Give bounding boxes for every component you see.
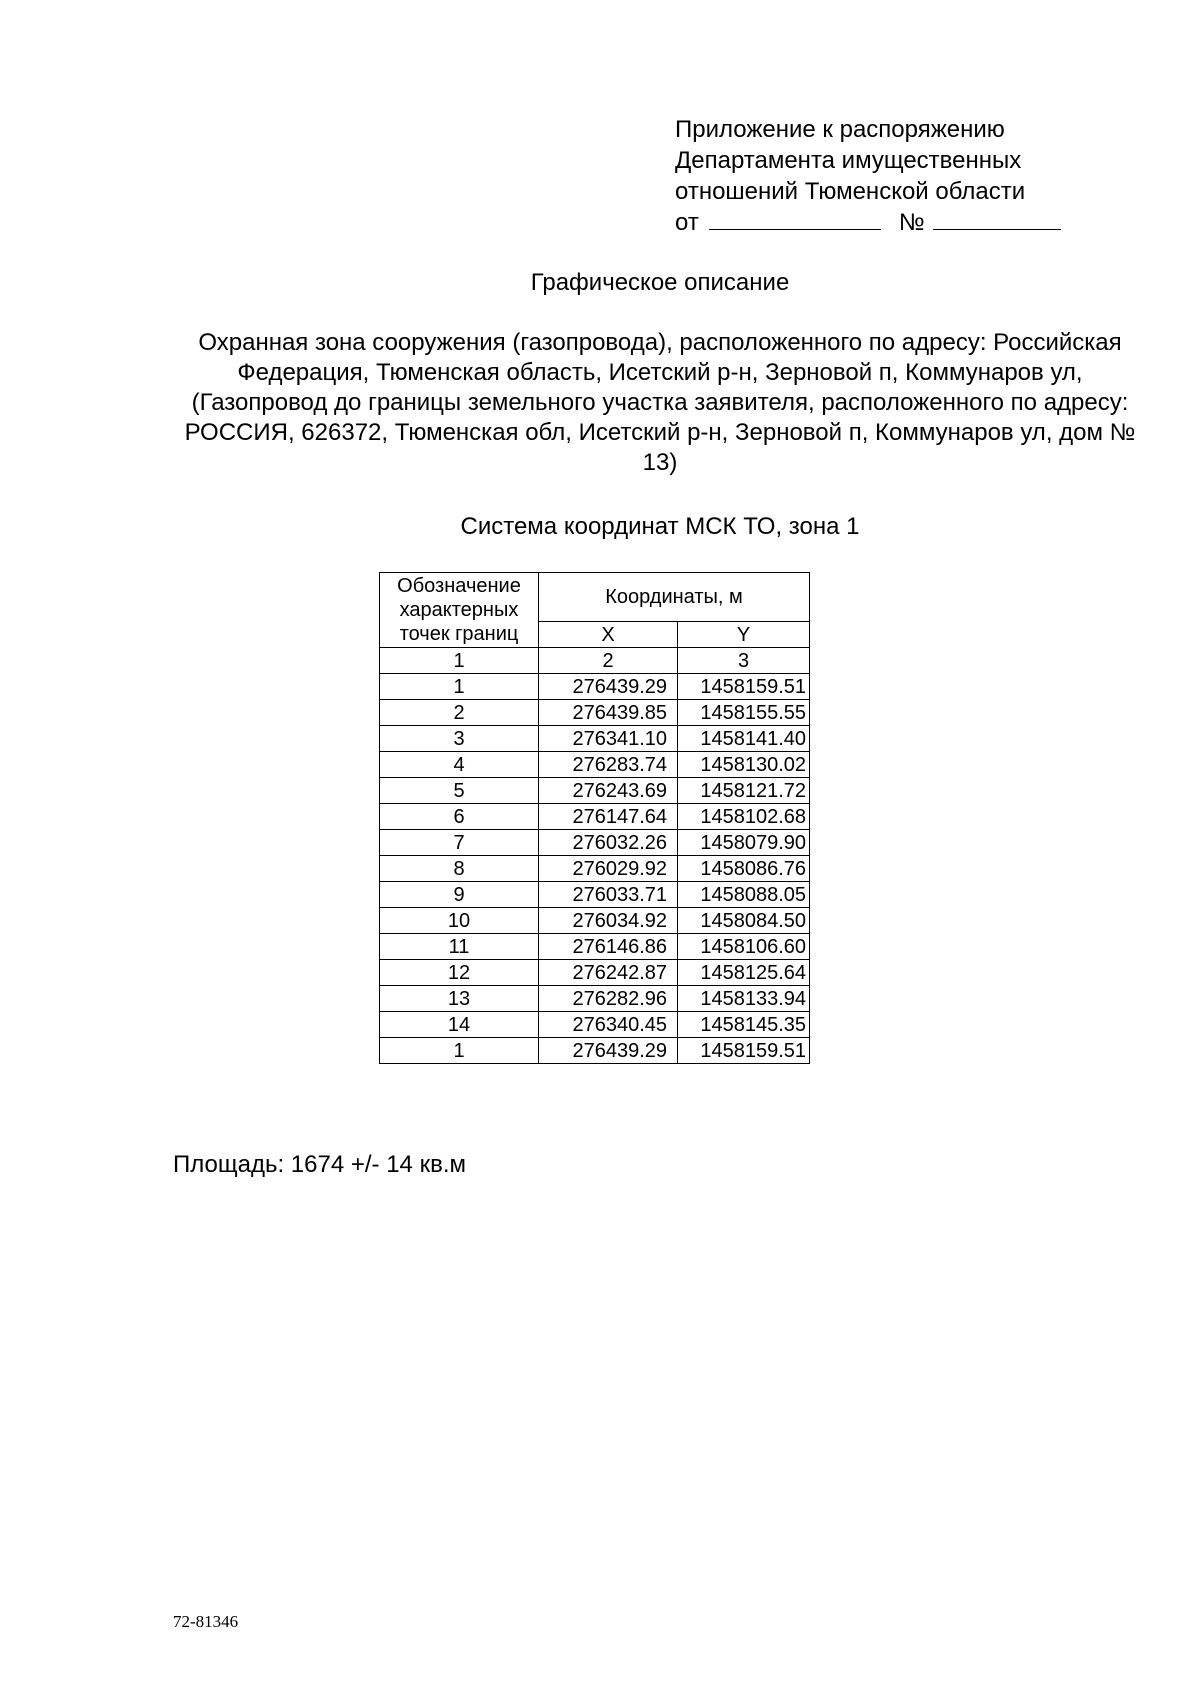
x-cell: 276032.26 <box>539 830 678 856</box>
appendix-header <box>675 114 1061 238</box>
column-number: 1 <box>380 648 539 674</box>
date-blank <box>709 207 881 230</box>
y-cell: 1458079.90 <box>678 830 810 856</box>
y-cell: 1458084.50 <box>678 908 810 934</box>
point-cell: 1 <box>380 1038 539 1064</box>
number-blank <box>933 207 1061 230</box>
point-cell: 11 <box>380 934 539 960</box>
table-row <box>380 856 810 882</box>
y-cell: 1458145.35 <box>678 1012 810 1038</box>
y-cell: 1458088.05 <box>678 882 810 908</box>
header-coordinates: Координаты, м <box>539 573 810 622</box>
point-cell: 2 <box>380 700 539 726</box>
point-cell: 7 <box>380 830 539 856</box>
header-point-designation: Обозначение характерных точек границ <box>380 573 539 648</box>
coordinate-system: Система координат МСК ТО, зона 1 <box>460 513 860 540</box>
document-title: Графическое описание <box>530 269 790 296</box>
x-cell: 276341.10 <box>539 726 678 752</box>
x-cell: 276439.29 <box>539 1038 678 1064</box>
point-cell: 5 <box>380 778 539 804</box>
table-row <box>380 752 810 778</box>
from-label: от <box>675 209 699 236</box>
point-cell: 9 <box>380 882 539 908</box>
area-value: Площадь: 1674 +/- 14 кв.м <box>173 1151 466 1178</box>
table-row <box>380 934 810 960</box>
table-row <box>380 1012 810 1038</box>
table-row <box>380 830 810 856</box>
column-number: 2 <box>539 648 678 674</box>
y-cell: 1458155.55 <box>678 700 810 726</box>
table-row <box>380 986 810 1012</box>
appendix-line-2: Департамента имущественных <box>675 147 1022 174</box>
table-row <box>380 882 810 908</box>
table-row <box>380 908 810 934</box>
x-cell: 276242.87 <box>539 960 678 986</box>
appendix-line-1: Приложение к распоряжению <box>675 116 1005 143</box>
header-x: X <box>539 622 678 648</box>
y-cell: 1458159.51 <box>678 674 810 700</box>
point-cell: 4 <box>380 752 539 778</box>
x-cell: 276243.69 <box>539 778 678 804</box>
point-cell: 14 <box>380 1012 539 1038</box>
x-cell: 276340.45 <box>539 1012 678 1038</box>
x-cell: 276282.96 <box>539 986 678 1012</box>
y-cell: 1458133.94 <box>678 986 810 1012</box>
table-row <box>380 700 810 726</box>
x-cell: 276034.92 <box>539 908 678 934</box>
y-cell: 1458130.02 <box>678 752 810 778</box>
appendix-line-3: отношений Тюменской области <box>675 178 1026 205</box>
point-cell: 12 <box>380 960 539 986</box>
column-number-row <box>380 648 810 674</box>
coordinates-table <box>379 572 810 1064</box>
table-row <box>380 804 810 830</box>
point-cell: 13 <box>380 986 539 1012</box>
x-cell: 276029.92 <box>539 856 678 882</box>
y-cell: 1458106.60 <box>678 934 810 960</box>
y-cell: 1458102.68 <box>678 804 810 830</box>
table-row <box>380 674 810 700</box>
number-label: № <box>898 209 925 236</box>
appendix-date-number-line <box>675 207 1061 238</box>
table-row <box>380 960 810 986</box>
document-id: 72-81346 <box>173 1612 239 1631</box>
y-cell: 1458086.76 <box>678 856 810 882</box>
table-row <box>380 778 810 804</box>
x-cell: 276439.85 <box>539 700 678 726</box>
x-cell: 276283.74 <box>539 752 678 778</box>
table-row <box>380 1038 810 1064</box>
x-cell: 276439.29 <box>539 674 678 700</box>
x-cell: 276146.86 <box>539 934 678 960</box>
zone-description: Охранная зона сооружения (газопровода), расположенного по адресу: Российская Федерация, Тюменская область, Исетский р-н, Зерновой п, Коммунаров ул, (Газопровод до границы земельного участка заявителя, расположенного по адресу: РОССИЯ, 626372, Тюменская обл, Исетский р-н, Зерновой п, Коммунаров ул, дом № 13) <box>184 329 1136 476</box>
point-cell: 6 <box>380 804 539 830</box>
x-cell: 276033.71 <box>539 882 678 908</box>
point-cell: 3 <box>380 726 539 752</box>
y-cell: 1458125.64 <box>678 960 810 986</box>
column-number: 3 <box>678 648 810 674</box>
y-cell: 1458121.72 <box>678 778 810 804</box>
x-cell: 276147.64 <box>539 804 678 830</box>
point-cell: 10 <box>380 908 539 934</box>
header-y: Y <box>678 622 810 648</box>
point-cell: 8 <box>380 856 539 882</box>
y-cell: 1458159.51 <box>678 1038 810 1064</box>
point-cell: 1 <box>380 674 539 700</box>
table-row <box>380 726 810 752</box>
y-cell: 1458141.40 <box>678 726 810 752</box>
